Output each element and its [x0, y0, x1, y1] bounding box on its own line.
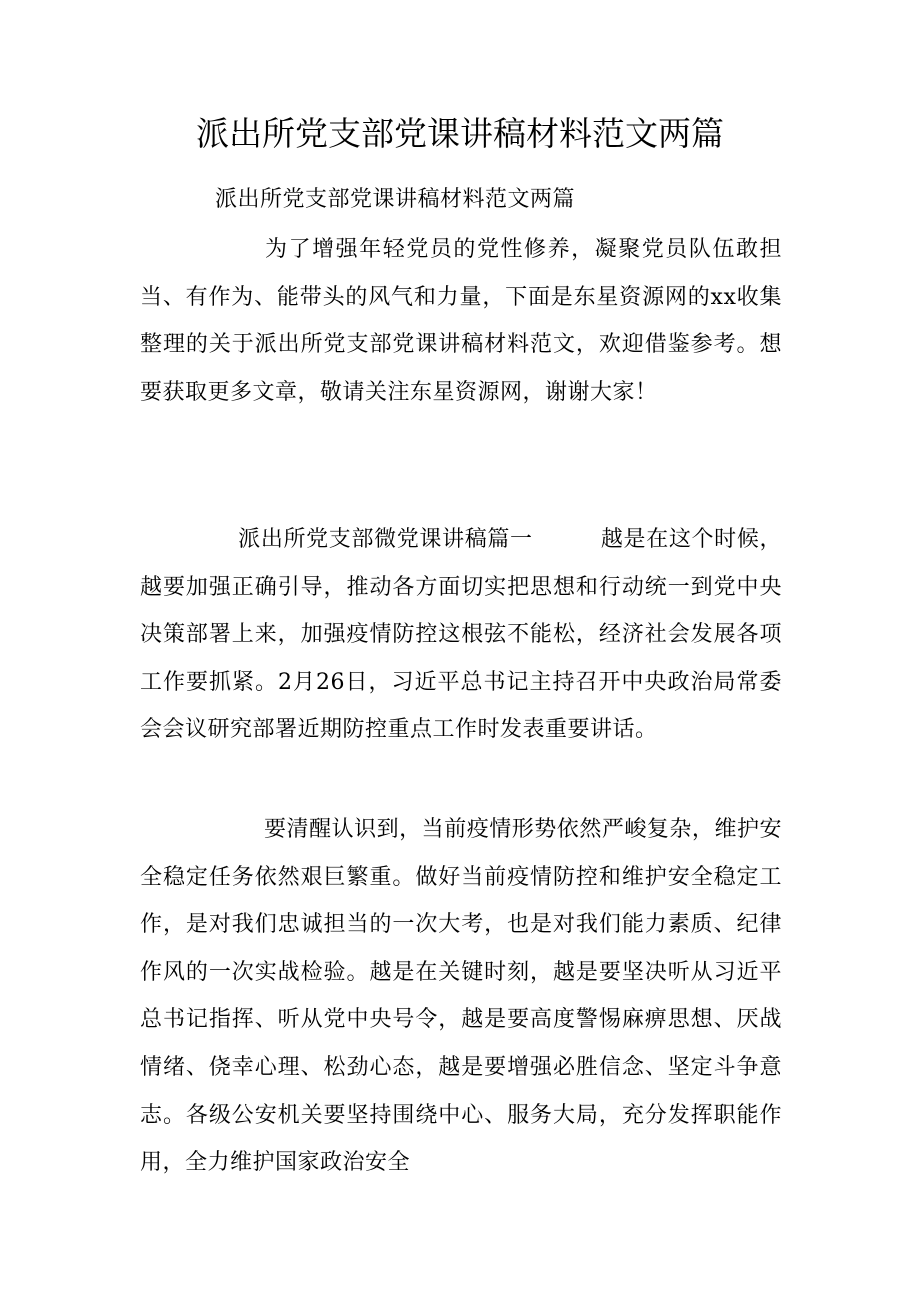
document-subtitle: 派出所党支部党课讲稿材料范文两篇 — [215, 187, 576, 212]
section-one-paragraph — [140, 516, 782, 754]
body-paragraph-text: 要清醒认识到，当前疫情形势依然严峻复杂，维护安全稳定任务依然艰巨繁重。做好当前疫情防控和维护安全稳定工作，是对我们忠诚担当的一次大考，也是对我们能力素质、纪律作风的一次实战检验。越是在关键时刻，越是要坚决听从习近平总书记指挥、听从党中央号令，越是要高度警惕麻痹思想、厌战情绪、侥幸心理、松劲心态，越是要增强必胜信念、坚定斗争意志。各级公安机关要坚持围绕中心、服务大局，充分发挥职能作用，全力维护国家政治安全 — [140, 817, 782, 1176]
section-one-text: 越是在这个时候，越要加强正确引导，推动各方面切实把思想和行动统一到党中央决策部署上来，加强疫情防控这根弦不能松，经济社会发展各项工作要抓紧。2月26日，习近平总书记主持召开中央政治局常委会会议研究部署近期防控重点工作时发表重要讲话。 — [140, 527, 782, 743]
intro-paragraph — [140, 226, 782, 416]
intro-paragraph-text: 为了增强年轻党员的党性修养，凝聚党员队伍敢担当、有作为、能带头的风气和力量，下面是东星资源网的xx收集整理的关于派出所党支部党课讲稿材料范文，欢迎借鉴参考。想要获取更多文章，敬请关注东星资源网，谢谢大家！ — [140, 237, 782, 405]
section-heading: 派出所党支部微党课讲稿篇一 — [238, 527, 533, 552]
body-paragraph — [140, 806, 782, 1187]
document-title: 派出所党支部党课讲稿材料范文两篇 — [196, 114, 724, 153]
